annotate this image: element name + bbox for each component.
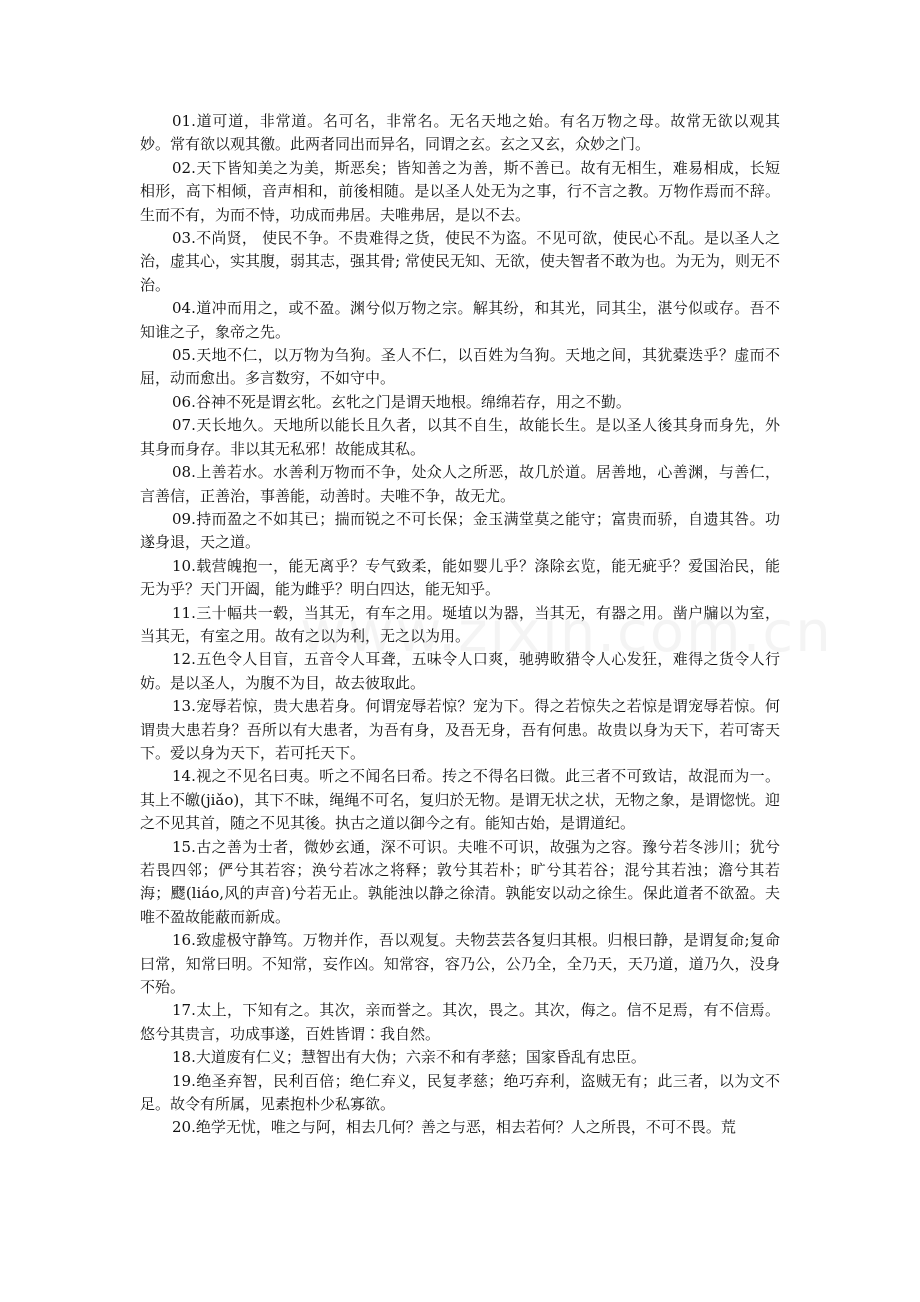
paragraph-18: 18.大道废有仁义；慧智出有大伪；六亲不和有孝慈；国家昏乱有忠臣。 bbox=[172, 1048, 646, 1067]
paragraph-20: 20.绝学无忧，唯之与阿，相去几何？善之与恶，相去若何？人之所畏，不可不畏。荒 bbox=[172, 1118, 736, 1137]
paragraph-14: 14.视之不见名曰夷。听之不闻名曰希。抟之不得名曰微。此三者不可致诘，故混而为一。其上不皦(jiǎo)，其下不昧，绳绳不可名，复归於无物。是谓无状之状，无物之象，是谓惚恍。迎之不见其首，随之不见其後。执古之道以御今之有。能知古始，是谓道纪。 bbox=[140, 767, 780, 833]
paragraph-17: 17.太上，下知有之。其次，亲而誉之。其次，畏之。其次，侮之。信不足焉，有不信焉。悠兮其贵言，功成事遂，百姓皆谓∶我自然。 bbox=[140, 1001, 780, 1043]
paragraph-09: 09.持而盈之不如其已；揣而锐之不可长保；金玉满堂莫之能守；富贵而骄，自遗其咎。功遂身退，天之道。 bbox=[140, 509, 780, 552]
paragraph-10: 10.载营魄抱一，能无离乎？专气致柔，能如婴儿乎？涤除玄览，能无疵乎？爱国治民，能无为乎？天门开阖，能为雌乎？明白四达，能无知乎。 bbox=[140, 556, 780, 599]
paragraph-13: 13.宠辱若惊，贵大患若身。何谓宠辱若惊？宠为下。得之若惊失之若惊是谓宠辱若惊。何谓贵大患若身？吾所以有大患者，为吾有身，及吾无身，吾有何患。故贵以身为天下，若可寄天下。爱以身为天下，若可托天下。 bbox=[140, 697, 780, 762]
paragraph-19: 19.绝圣弃智，民利百倍；绝仁弃义，民复孝慈；绝巧弃利，盗贼无有；此三者，以为文不足。故令有所属，见素抱朴少私寡欲。 bbox=[140, 1071, 780, 1114]
paragraph-08: 08.上善若水。水善利万物而不争，处众人之所恶，故几於道。居善地，心善渊，与善仁，言善信，正善治，事善能，动善时。夫唯不争，故无尤。 bbox=[140, 463, 780, 505]
paragraph-03: 03.不尚贤， 使民不争。不贵难得之货，使民不为盗。不见可欲，使民心不乱。是以圣人之治，虚其心，实其腹，弱其志，强其骨; 常使民无知、无欲，使夫智者不敢为也。为无为，则无不治。 bbox=[140, 229, 780, 294]
document-body bbox=[140, 110, 780, 1140]
paragraph-11: 11.三十幅共一毂，当其无，有车之用。埏埴以为器，当其无，有器之用。凿户牖以为室，当其无，有室之用。故有之以为利，无之以为用。 bbox=[140, 603, 780, 645]
paragraph-12: 12.五色令人目盲，五音令人耳聋，五味令人口爽，驰骋畋猎令人心发狂，难得之货令人行妨。是以圣人，为腹不为目，故去彼取此。 bbox=[140, 650, 780, 692]
paragraph-16: 16.致虚极守静笃。万物并作，吾以观复。夫物芸芸各复归其根。归根曰静，是谓复命;复命曰常，知常曰明。不知常，妄作凶。知常容，容乃公，公乃全，全乃天，天乃道，道乃久，没身不殆。 bbox=[140, 931, 780, 997]
paragraph-04: 04.道冲而用之，或不盈。渊兮似万物之宗。解其纷，和其光，同其尘，湛兮似或存。吾不知谁之子，象帝之先。 bbox=[140, 299, 780, 341]
paragraph-02: 02.天下皆知美之为美，斯恶矣；皆知善之为善，斯不善已。故有无相生，难易相成，长短相形，高下相倾，音声相和，前後相随。是以圣人处无为之事，行不言之教。万物作焉而不辞。生而不有，为而不恃，功成而弗居。夫唯弗居，是以不去。 bbox=[140, 158, 780, 224]
paragraph-07: 07.天长地久。天地所以能长且久者，以其不自生，故能长生。是以圣人後其身而身先，外其身而身存。非以其无私邪！故能成其私。 bbox=[140, 416, 780, 458]
paragraph-06: 06.谷神不死是谓玄牝。玄牝之门是谓天地根。绵绵若存，用之不勤。 bbox=[172, 392, 631, 411]
paragraph-01: 01.道可道，非常道。名可名，非常名。无名天地之始。有名万物之母。故常无欲以观其妙。常有欲以观其徼。此两者同出而异名，同谓之玄。玄之又玄，众妙之门。 bbox=[140, 112, 780, 154]
paragraph-15: 15.古之善为士者，微妙玄通，深不可识。夫唯不可识，故强为之容。豫兮若冬涉川；犹兮若畏四邻；俨兮其若容；涣兮若冰之将释；敦兮其若朴；旷兮其若谷；混兮其若浊；澹兮其若海；飂(liáo,风的声音)兮若无止。孰能浊以静之徐清。孰能安以动之徐生。保此道者不欲盈。夫唯不盈故能蔽而新成。 bbox=[140, 837, 780, 926]
paragraph-05: 05.天地不仁，以万物为刍狗。圣人不仁，以百姓为刍狗。天地之间，其犹橐迭乎？虚而不屈，动而愈出。多言数穷，不如守中。 bbox=[140, 346, 780, 388]
